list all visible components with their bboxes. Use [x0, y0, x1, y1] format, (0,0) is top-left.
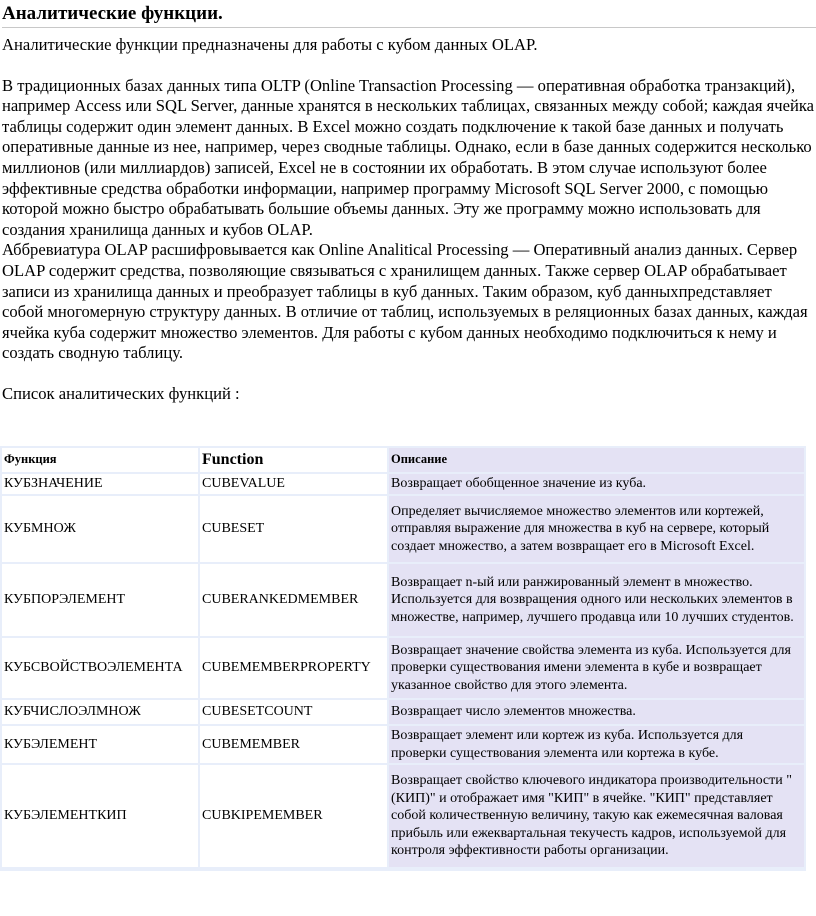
cell-function-ru: КУБПОРЭЛЕМЕНТ [2, 564, 198, 636]
functions-table-container [0, 446, 806, 871]
cell-function-en: CUBESETCOUNT [200, 700, 387, 724]
cell-function-ru: КУБСВОЙСТВОЭЛЕМЕНТА [2, 638, 198, 698]
cell-description: Возвращает обобщенное значение из куба. [389, 474, 804, 494]
cell-function-en: CUBESET [200, 496, 387, 562]
cell-function-ru: КУБЭЛЕМЕНТКИП [2, 765, 198, 867]
cell-function-en: CUBEVALUE [200, 474, 387, 494]
header-function-en: Function [200, 448, 387, 472]
cell-function-en: CUBKIPEMEMBER [200, 765, 387, 867]
oltp-paragraph: В традиционных базах данных типа OLTP (Online Transaction Processing — оперативная обработка транзакций), например Access или SQL Server, данные хранятся в нескольких таблицах, связанных между собой; каждая ячейка таблицы содержит один элемент данных. В Excel можно создать подключение к такой базе данных и получать оперативные данные из нее, например, через сводные таблицы. Однако, если в базе данных содержится несколько миллионов (или миллиардов) записей, Excel не в состоянии их обработать. В этом случае используют более эффективные средства обработки информации, например программу Microsoft SQL Server 2000, с помощью которой можно быстро обрабатывать большие объемы данных. Эту же программу можно использовать для создания хранилища данных и кубов OLAP. [2, 75, 815, 239]
cell-function-en: CUBEMEMBERPROPERTY [200, 638, 387, 698]
cell-function-en: CUBERANKEDMEMBER [200, 564, 387, 636]
table-row [2, 564, 804, 636]
header-description: Описание [389, 448, 804, 472]
cell-function-ru: КУБЭЛЕМЕНТ [2, 726, 198, 763]
cell-function-en: CUBEMEMBER [200, 726, 387, 763]
table-row [2, 765, 804, 867]
cell-function-ru: КУБЧИСЛОЭЛМНОЖ [2, 700, 198, 724]
table-row [2, 638, 804, 698]
table-row [2, 474, 804, 494]
cell-function-ru: КУБМНОЖ [2, 496, 198, 562]
cell-description: Возвращает число элементов множества. [389, 700, 804, 724]
cell-description: Возвращает свойство ключевого индикатора производительности "(КИП)" и отображает имя "КИП" в ячейке. "КИП" представляет собой количественную величину, такую как ежемесячная валовая прибыль или ежеквартальная текучесть кадров, используемой для контроля эффективности работы организации. [389, 765, 804, 867]
paragraph-spacer [2, 56, 816, 76]
header-function-ru: Функция [2, 448, 198, 472]
cell-description: Возвращает n-ый или ранжированный элемент в множество. Используется для возвращения одного или нескольких элементов в множестве, например, лучшего продавца или 10 лучших студентов. [389, 564, 804, 636]
table-header-row [2, 448, 804, 472]
olap-paragraph: Аббревиатура OLAP расшифровывается как Online Analitical Processing — Оперативный анализ данных. Сервер OLAP содержит средства, позволяющие связываться с хранилищем данных. Также сервер OLAP обрабатывает записи из хранилища данных и преобразует таблицы в куб данных. Таким образом, куб данныхпредставляет собой многомерную структуру данных. В отличие от таблиц, используемых в реляционных базах данных, каждая ячейка куба содержит множество элементов. Для работы с кубом данных необходимо подключиться к нему и создать сводную таблицу. [2, 240, 808, 363]
cell-function-ru: КУБЗНАЧЕНИЕ [2, 474, 198, 494]
paragraph-spacer [2, 364, 816, 384]
page-title: Аналитические функции. [2, 0, 816, 28]
document-page [2, 0, 816, 405]
cell-description: Определяет вычисляемое множество элементов или кортежей, отправляя выражение для множества в куб на сервере, который создает множество, а затем возвращает его в Microsoft Excel. [389, 496, 804, 562]
table-row [2, 700, 804, 724]
cell-description: Возвращает элемент или кортеж из куба. Используется для проверки существования элемента или кортежа в кубе. [389, 726, 804, 763]
functions-table [0, 446, 806, 869]
table-row [2, 496, 804, 562]
cell-description: Возвращает значение свойства элемента из куба. Используется для проверки существования имени элемента в кубе и возвращает указанное свойство для этого элемента. [389, 638, 804, 698]
table-row [2, 726, 804, 763]
intro-paragraph: Аналитические функции предназначены для работы с кубом данных OLAP. [2, 35, 538, 54]
list-heading: Список аналитических функций : [2, 383, 240, 403]
